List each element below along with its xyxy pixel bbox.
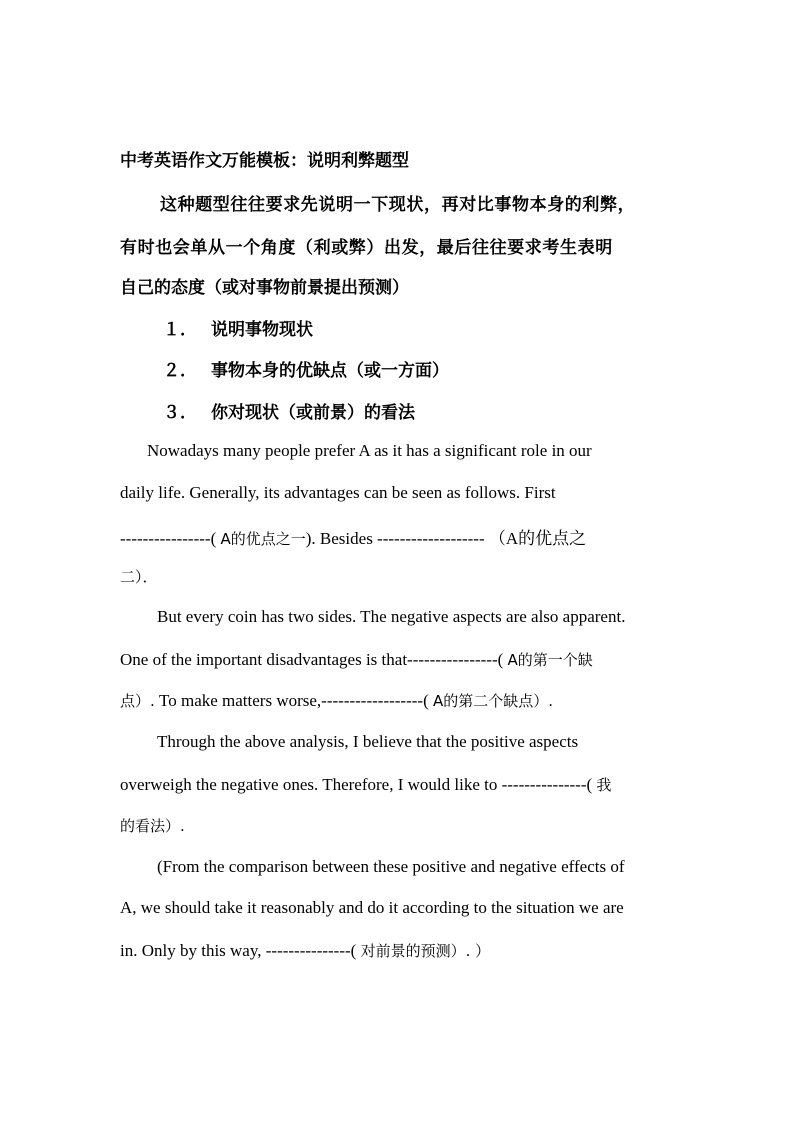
template-line (120, 524, 586, 549)
template-text: ). Besides ------------------- （A的优点之 (305, 529, 587, 548)
step-number: ２． (163, 361, 197, 381)
template-line (157, 607, 625, 627)
step-number: ３． (163, 403, 197, 423)
template-line (120, 649, 593, 670)
template-text: overweigh the negative ones. Therefore, I would like to ---------------( (120, 775, 597, 794)
template-note: 对前景的预测）. ） (360, 942, 491, 960)
template-note: 点）. (120, 692, 155, 710)
template-note: A的第二个缺点）. (433, 692, 554, 710)
template-note: 二）． (120, 568, 158, 586)
intro-line-1: 这种题型往往要求先说明一下现状，再对比事物本身的利弊， (160, 195, 636, 215)
step-text: 说明事物现状 (211, 320, 313, 340)
template-note: A的第一个缺 (507, 651, 593, 669)
step-item-2 (163, 356, 449, 381)
template-text: A, we should take it reasonably and do it according to the situation we are (120, 898, 624, 917)
template-line (120, 940, 490, 961)
step-item-1 (163, 315, 313, 340)
template-line (120, 815, 185, 836)
step-text: 事物本身的优缺点（或一方面） (211, 361, 449, 381)
template-line (157, 732, 578, 752)
template-note: A的优点之一 (220, 530, 306, 548)
template-text: in. Only by this way, ---------------( (120, 941, 361, 960)
template-text: daily life. Generally, its advantages can be seen as follows. First (120, 483, 556, 502)
template-text: To make matters worse,------------------( (154, 691, 433, 710)
template-text: One of the important disadvantages is that----------------( (120, 650, 508, 669)
template-text: (From the comparison between these positive and negative effects of (157, 857, 625, 876)
step-number: １． (163, 320, 197, 340)
template-text: Nowadays many people prefer A as it has a significant role in our (147, 441, 592, 460)
template-line (120, 483, 556, 503)
step-text: 你对现状（或前景）的看法 (211, 403, 415, 423)
template-line (147, 441, 592, 461)
template-note: 的看法）. (120, 817, 185, 835)
intro-line-3: 自己的态度（或对事物前景提出预测） (120, 278, 409, 298)
template-text: ----------------( (120, 529, 221, 548)
template-line (120, 774, 611, 795)
template-note: 我 (596, 776, 612, 794)
page-title: 中考英语作文万能模板：说明利弊题型 (120, 151, 409, 171)
template-line (120, 566, 158, 587)
template-text: Through the above analysis, I believe that the positive aspects (157, 732, 579, 751)
step-item-3 (163, 398, 415, 423)
template-line (120, 898, 624, 918)
template-text: But every coin has two sides. The negative aspects are also apparent. (157, 607, 626, 626)
template-line (157, 857, 625, 877)
template-line (120, 690, 553, 711)
intro-line-2: 有时也会单从一个角度（利或弊）出发，最后往往要求考生表明 (120, 238, 613, 258)
